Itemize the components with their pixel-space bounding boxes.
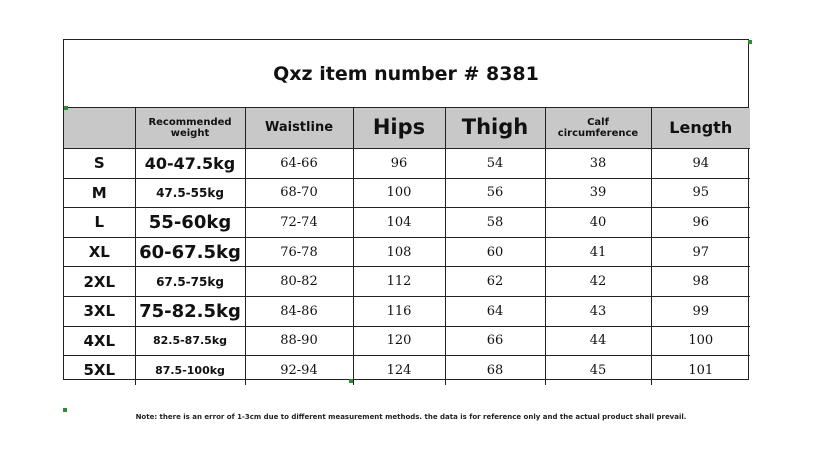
length-cell: 97 xyxy=(651,237,750,267)
size-cell: 4XL xyxy=(64,326,135,356)
measurement-note: Note: there is an error of 1-3cm due to different measurement methods. the data is for reference only and the actual product shall prevail. xyxy=(135,413,687,421)
size-cell: XL xyxy=(64,237,135,267)
header-length: Length xyxy=(651,108,750,149)
hips-cell: 116 xyxy=(353,296,445,326)
weight-cell: 67.5-75kg xyxy=(135,267,245,297)
corner-mark xyxy=(64,106,68,110)
table-row xyxy=(64,356,750,385)
thigh-cell: 64 xyxy=(445,296,545,326)
header-recommended-weight: Recommended weight xyxy=(135,108,245,149)
weight-cell: 40-47.5kg xyxy=(135,149,245,179)
hips-cell: 104 xyxy=(353,208,445,238)
size-cell: L xyxy=(64,208,135,238)
weight-cell: 55-60kg xyxy=(135,208,245,238)
length-cell: 94 xyxy=(651,149,750,179)
hips-cell: 108 xyxy=(353,237,445,267)
corner-mark xyxy=(349,379,353,383)
table-row xyxy=(64,178,750,208)
length-cell: 98 xyxy=(651,267,750,297)
waist-cell: 88-90 xyxy=(245,326,353,356)
length-cell: 100 xyxy=(651,326,750,356)
waist-cell: 72-74 xyxy=(245,208,353,238)
calf-cell: 43 xyxy=(545,296,651,326)
weight-cell: 82.5-87.5kg xyxy=(135,326,245,356)
header-size xyxy=(64,108,135,149)
header-hips: Hips xyxy=(353,108,445,149)
weight-cell: 60-67.5kg xyxy=(135,237,245,267)
size-cell: 5XL xyxy=(64,356,135,385)
table-row xyxy=(64,149,750,179)
size-chart xyxy=(63,39,749,380)
calf-cell: 38 xyxy=(545,149,651,179)
corner-mark xyxy=(748,40,752,44)
length-cell: 99 xyxy=(651,296,750,326)
hips-cell: 112 xyxy=(353,267,445,297)
weight-cell: 87.5-100kg xyxy=(135,356,245,385)
length-cell: 101 xyxy=(651,356,750,385)
hips-cell: 120 xyxy=(353,326,445,356)
waist-cell: 80-82 xyxy=(245,267,353,297)
chart-title: Qxz item number # 8381 xyxy=(64,40,748,108)
thigh-cell: 54 xyxy=(445,149,545,179)
thigh-cell: 56 xyxy=(445,178,545,208)
size-table xyxy=(64,108,750,385)
table-row xyxy=(64,237,750,267)
calf-cell: 45 xyxy=(545,356,651,385)
length-cell: 96 xyxy=(651,208,750,238)
table-row xyxy=(64,267,750,297)
waist-cell: 64-66 xyxy=(245,149,353,179)
waist-cell: 76-78 xyxy=(245,237,353,267)
weight-cell: 47.5-55kg xyxy=(135,178,245,208)
header-calf-circumference: Calf circumference xyxy=(545,108,651,149)
calf-cell: 42 xyxy=(545,267,651,297)
table-row xyxy=(64,326,750,356)
thigh-cell: 60 xyxy=(445,237,545,267)
hips-cell: 96 xyxy=(353,149,445,179)
calf-cell: 40 xyxy=(545,208,651,238)
thigh-cell: 66 xyxy=(445,326,545,356)
waist-cell: 68-70 xyxy=(245,178,353,208)
corner-mark xyxy=(63,408,67,412)
thigh-cell: 62 xyxy=(445,267,545,297)
table-row xyxy=(64,208,750,238)
size-cell: 3XL xyxy=(64,296,135,326)
waist-cell: 84-86 xyxy=(245,296,353,326)
size-cell: S xyxy=(64,149,135,179)
hips-cell: 124 xyxy=(353,356,445,385)
thigh-cell: 68 xyxy=(445,356,545,385)
length-cell: 95 xyxy=(651,178,750,208)
header-thigh: Thigh xyxy=(445,108,545,149)
size-cell: M xyxy=(64,178,135,208)
hips-cell: 100 xyxy=(353,178,445,208)
size-cell: 2XL xyxy=(64,267,135,297)
weight-cell: 75-82.5kg xyxy=(135,296,245,326)
calf-cell: 39 xyxy=(545,178,651,208)
thigh-cell: 58 xyxy=(445,208,545,238)
table-row xyxy=(64,296,750,326)
header-waistline: Waistline xyxy=(245,108,353,149)
calf-cell: 44 xyxy=(545,326,651,356)
calf-cell: 41 xyxy=(545,237,651,267)
waist-cell: 92-94 xyxy=(245,356,353,385)
header-row xyxy=(64,108,750,149)
